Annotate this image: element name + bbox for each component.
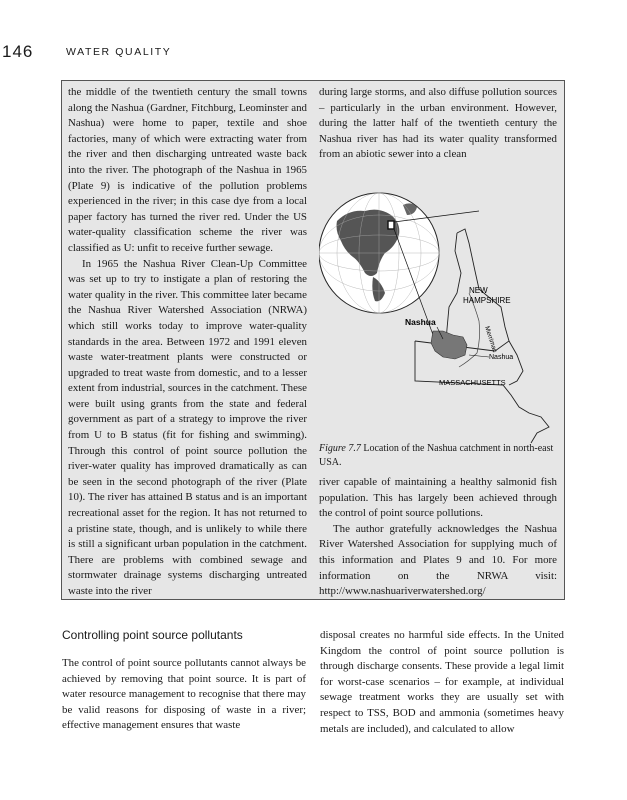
map-label-new: NEW (469, 286, 488, 295)
map-label-hampshire: HAMPSHIRE (463, 296, 511, 305)
page-number: 146 (2, 42, 34, 61)
map-label-nashua-river: Nashua (489, 354, 514, 361)
case-study-box (61, 80, 565, 600)
box-paragraph: In 1965 the Nashua River Clean-Up Committee was set up to try to instigate a plan of restoring the water quality in the river. This committee later became the Nashua River Watershed Association (NRWA) which still works today to improve water-quality standards in the area. Between 1972 and 1991 eleven waste water-treatment plants were constructed or upgraded to treat waste from domestic, and to a lesser extent from industrial, sources in the catchment. These were built using grants from the state and federal government as part of a strategy to improve the river from U to B status (fit for fishing and swimming). Through this control of point source pollution the river-water quality has improved dramatically as can be seen in the second photograph of the river (Plate 10). The river has attained B status and is an important recreational asset for the region. It has not returned to a pristine state, though, and is unlikely to while there is still a significant urban population in the catchment. There are problems with combined sewage and stormwater drainage systems discharging untreated waste into the river (68, 257, 307, 597)
nashua-catchment-area (431, 331, 467, 359)
box-paragraph: the middle of the twentieth century the small towns along the Nashua (Gardner, Fitchburg, Leominster and Nashua) were home to paper, textile and shoe factories, many of which were extracting water from the river and then discharging untreated waste back into the river. The photograph of the Nashua in 1965 (Plate 9) is indicative of the pollution problems experienced in the river; in this case dye from a local paper factory has turned the river red. Under the US water-quality classification scheme the river was classified as U: unfit to receive further sewage. (68, 86, 307, 254)
box-paragraph: during large storms, and also diffuse pollution sources – particularly in the urban environment. However, during the latter half of the twentieth century the Nashua river has had its water quality transformed from an abiotic sewer into a clean (319, 86, 557, 161)
body-right-column (320, 628, 564, 737)
map-label-merrimac: Merrimac (483, 325, 499, 354)
nashua-location-map (319, 181, 557, 451)
box-right-column-top (319, 85, 557, 163)
box-paragraph: river capable of maintaining a healthy salmonid fish population. This has largely been achieved through the control of point source pollutions. (319, 476, 557, 520)
box-left-column (68, 85, 307, 600)
box-paragraph: The author gratefully acknowledges the Nashua River Watershed Association for supplying much of this information and Plates 9 and 10. For more information on the NRWA visit: http://www.nashuariverwatershed.org/ (319, 522, 557, 598)
body-paragraph: The control of point source pollutants cannot always be achieved by removing that point source. It is part of water resource management to recognise that there may be valid reasons for disposing of waste in a river; effective management ensures that waste (62, 657, 306, 732)
map-label-massachusetts: MASSACHUSETTS (439, 378, 506, 387)
map-label-nashua-catchment: Nashua (405, 317, 436, 327)
running-section-title: WATER QUALITY (66, 46, 172, 58)
running-head (2, 42, 172, 62)
body-paragraph: disposal creates no harmful side effects. In the United Kingdom the control of point source pollution is through discharge consents. These provide a legal limit for worst-case scenarios – for example, at individual sewage treatment works they are usually set with respect to TSS, BOD and ammonia (sometimes heavy metals are included), and calculated to allow (320, 629, 564, 735)
figure-caption-text: Location of the Nashua catchment in north-east USA. (319, 443, 554, 468)
body-left-column (62, 656, 306, 734)
box-right-column-bottom (319, 475, 557, 600)
section-heading: Controlling point source pollutants (62, 628, 243, 642)
globe-inset (319, 193, 439, 313)
figure-number: Figure 7.7 (319, 443, 361, 454)
figure-caption (319, 442, 557, 470)
